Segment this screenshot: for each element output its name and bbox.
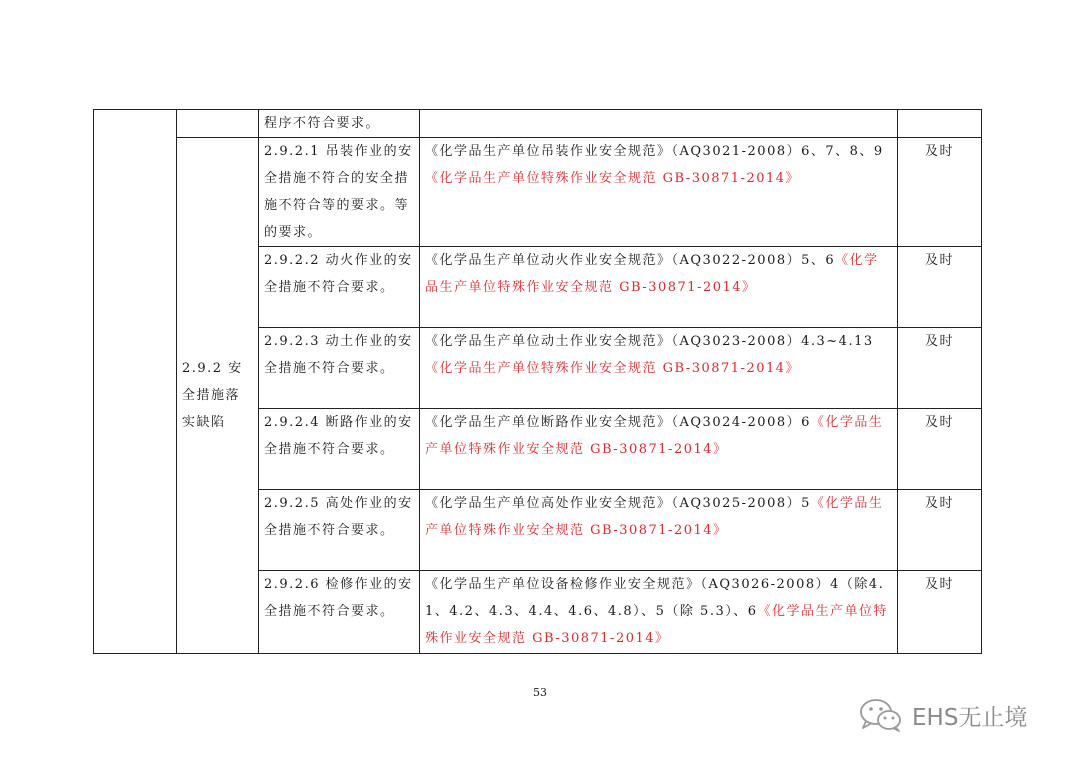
- page-number: 53: [533, 686, 547, 699]
- basis-text: 《化学品生产单位动火作业安全规范》（AQ3022-2008）5、6: [425, 253, 836, 268]
- time-cell: 及时: [898, 409, 982, 490]
- watermark: [858, 695, 1027, 735]
- table-row: [94, 110, 982, 138]
- item-cell: 2.9.2.5 高处作业的安全措施不符合要求。: [259, 490, 420, 571]
- item-cell: 2.9.2.4 断路作业的安全措施不符合要求。: [259, 409, 420, 490]
- time-cell: 及时: [898, 571, 982, 654]
- table-row: [94, 138, 982, 247]
- basis-text-red: 《化学品生产单位特殊作业安全规范 GB-30871-2014》: [425, 496, 884, 538]
- category-cell: [94, 110, 177, 654]
- time-cell: 及时: [898, 138, 982, 247]
- basis-cell: [420, 571, 898, 654]
- standards-table: [93, 109, 982, 654]
- basis-text: 《化学品生产单位设备检修作业安全规范》（AQ3026-2008）4（除4.1、4.2、4.3、4.4、4.6、4.8）、5（除 5.3）、6: [425, 577, 885, 619]
- basis-cell: [420, 110, 898, 138]
- basis-cell: [420, 138, 898, 247]
- basis-text-red: 《化学品生产单位特殊作业安全规范 GB-30871-2014》: [425, 361, 801, 376]
- item-cell: 2.9.2.3 动土作业的安全措施不符合要求。: [259, 328, 420, 409]
- basis-text: 《化学品生产单位动土作业安全规范》（AQ3023-2008）4.3~4.13: [425, 334, 874, 349]
- item-cell: 2.9.2.1 吊装作业的安全措施不符合的安全措施不符合等的要求。等的要求。: [259, 138, 420, 247]
- time-cell: 及时: [898, 328, 982, 409]
- basis-text: 《化学品生产单位断路作业安全规范》（AQ3024-2008）6: [425, 415, 811, 430]
- basis-cell: [420, 247, 898, 328]
- time-cell: 及时: [898, 490, 982, 571]
- basis-text-red: 《化学品生产单位特殊作业安全规范 GB-30871-2014》: [425, 604, 889, 646]
- watermark-text: EHS无止境: [912, 704, 1028, 731]
- group-cell-empty: [177, 110, 259, 138]
- basis-text: 《化学品生产单位吊装作业安全规范》（AQ3021-2008）6、7、8、9: [425, 144, 884, 159]
- basis-text: 《化学品生产单位高处作业安全规范》（AQ3025-2008）5: [425, 496, 811, 511]
- item-cell: 2.9.2.2 动火作业的安全措施不符合要求。: [259, 247, 420, 328]
- basis-text-red: 《化学品生产单位特殊作业安全规范 GB-30871-2014》: [425, 171, 801, 186]
- basis-text-red: 《化学品生产单位特殊作业安全规范 GB-30871-2014》: [425, 253, 879, 295]
- item-cell: 2.9.2.6 检修作业的安全措施不符合要求。: [259, 571, 420, 654]
- basis-text-red: 《化学品生产单位特殊作业安全规范 GB-30871-2014》: [425, 415, 884, 457]
- basis-cell: [420, 409, 898, 490]
- basis-cell: [420, 328, 898, 409]
- item-cell: 程序不符合要求。: [259, 110, 420, 138]
- time-cell: 及时: [898, 247, 982, 328]
- wechat-icon: [858, 697, 904, 733]
- basis-cell: [420, 490, 898, 571]
- time-cell: [898, 110, 982, 138]
- group-cell: 2.9.2 安全措施落实缺陷: [177, 138, 259, 654]
